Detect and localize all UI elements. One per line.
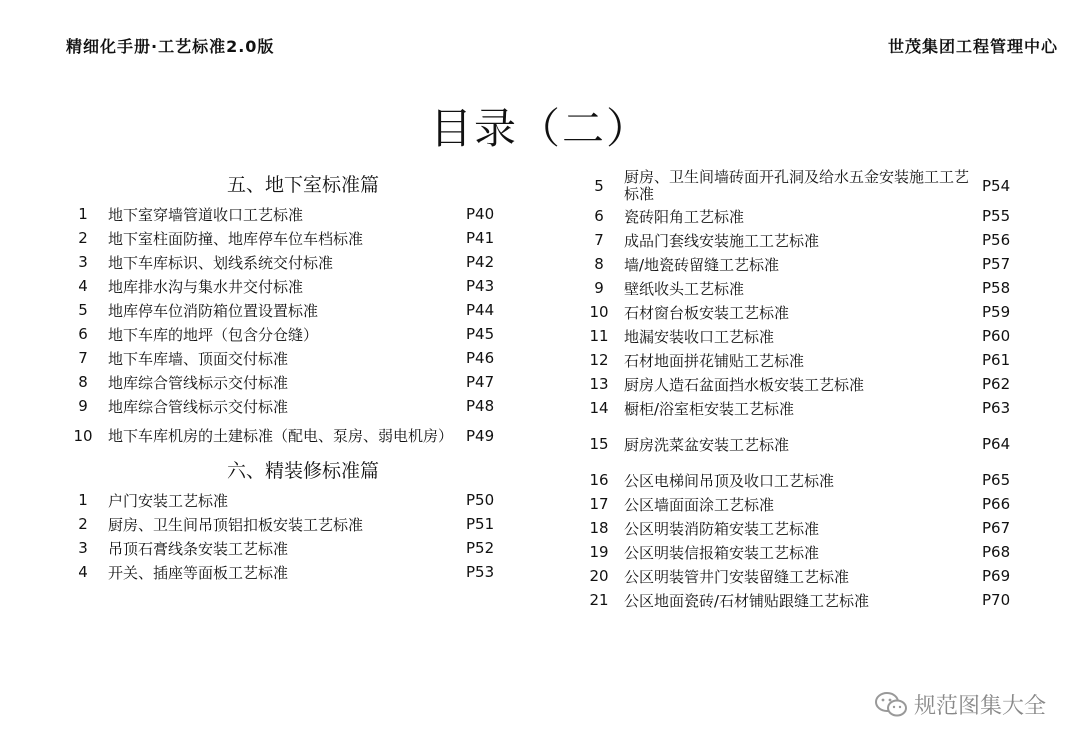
- toc-number: 2: [78, 515, 88, 533]
- toc-page: P42: [466, 253, 495, 271]
- toc-title: 地下车库墙、顶面交付标准: [108, 349, 289, 368]
- toc-number: 13: [589, 375, 609, 393]
- toc-title: 瓷砖阳角工艺标准: [624, 207, 745, 226]
- toc-number: 14: [589, 399, 609, 417]
- toc-number: 2: [78, 229, 88, 247]
- toc-row[interactable]: [68, 250, 508, 274]
- toc-title: 地漏安装收口工艺标准: [624, 327, 775, 346]
- toc-number: 9: [78, 397, 88, 415]
- toc-number: 7: [594, 231, 604, 249]
- toc-page: P51: [466, 515, 495, 533]
- toc-page: P60: [982, 327, 1011, 345]
- toc-row[interactable]: [68, 226, 508, 250]
- toc-number: 1: [78, 491, 88, 509]
- toc-row[interactable]: [584, 564, 1024, 588]
- toc-page: P63: [982, 399, 1011, 417]
- toc-number: 5: [594, 176, 604, 195]
- toc-page: P55: [982, 207, 1011, 225]
- toc-title: 壁纸收头工艺标准: [624, 279, 745, 298]
- toc-title: 公区明装消防箱安装工艺标准: [624, 519, 820, 538]
- toc-page: P54: [982, 176, 1011, 195]
- toc-row[interactable]: [584, 300, 1024, 324]
- toc-page: P65: [982, 471, 1011, 489]
- toc-left-column: [68, 168, 508, 584]
- toc-title: 墙/地瓷砖留缝工艺标准: [624, 255, 780, 274]
- toc-page: P48: [466, 397, 495, 415]
- toc-row[interactable]: [68, 274, 508, 298]
- toc-page: P56: [982, 231, 1011, 249]
- toc-row[interactable]: [68, 560, 508, 584]
- toc-title: 地下室柱面防撞、地库停车位车档标准: [108, 229, 364, 248]
- watermark-text: 规范图集大全: [913, 694, 1046, 719]
- toc-number: 5: [78, 301, 88, 319]
- toc-page: P57: [982, 255, 1011, 273]
- toc-row[interactable]: [584, 168, 1024, 204]
- toc-row[interactable]: [584, 420, 1024, 468]
- toc-page: P43: [466, 277, 495, 295]
- toc-page: P61: [982, 351, 1011, 369]
- toc-number: 10: [73, 426, 93, 445]
- toc-page: P67: [982, 519, 1011, 537]
- watermark: [874, 689, 1046, 720]
- toc-page: P58: [982, 279, 1011, 297]
- toc-row[interactable]: [584, 348, 1024, 372]
- toc-title: 户门安装工艺标准: [108, 491, 229, 510]
- toc-title: 开关、插座等面板工艺标准: [108, 563, 289, 582]
- toc-page: P69: [982, 567, 1011, 585]
- toc-title: 地库排水沟与集水井交付标准: [108, 277, 304, 296]
- toc-title: 橱柜/浴室柜安装工艺标准: [624, 399, 795, 418]
- toc-page: P66: [982, 495, 1011, 513]
- toc-title: 地下室穿墙管道收口工艺标准: [108, 205, 304, 224]
- toc-page: P49: [466, 426, 495, 445]
- toc-number: 8: [594, 255, 604, 273]
- toc-number: 3: [78, 253, 88, 271]
- toc-page: P53: [466, 563, 495, 581]
- toc-number: 6: [594, 207, 604, 225]
- toc-row[interactable]: [584, 324, 1024, 348]
- toc-title: 公区明装信报箱安装工艺标准: [624, 543, 820, 562]
- toc-number: 1: [78, 205, 88, 223]
- toc-title: 吊顶石膏线条安装工艺标准: [108, 539, 289, 558]
- toc-page: P64: [982, 435, 1011, 453]
- toc-row[interactable]: [584, 468, 1024, 492]
- toc-title: 地库综合管线标示交付标准: [108, 397, 289, 416]
- toc-page: P62: [982, 375, 1011, 393]
- toc-row[interactable]: [68, 418, 508, 454]
- toc-title: 公区墙面面涂工艺标准: [624, 495, 775, 514]
- toc-page: P70: [982, 591, 1011, 609]
- toc-title: 地库停车位消防箱位置设置标准: [108, 301, 319, 320]
- toc-title: 公区电梯间吊顶及收口工艺标准: [624, 471, 835, 490]
- toc-row[interactable]: [584, 228, 1024, 252]
- toc-row[interactable]: [584, 204, 1024, 228]
- toc-row[interactable]: [584, 588, 1024, 612]
- toc-title: 厨房、卫生间墙砖面开孔洞及给水五金安装施工工艺标准: [624, 168, 970, 203]
- toc-number: 19: [589, 543, 609, 561]
- header-manual-title: 精细化手册·工艺标准2.0版: [66, 37, 275, 56]
- toc-title: 地下车库的地坪（包含分仓缝）: [108, 325, 319, 344]
- toc-page: P50: [466, 491, 495, 509]
- wechat-icon: [874, 691, 908, 719]
- toc-row[interactable]: [68, 512, 508, 536]
- toc-row[interactable]: [584, 372, 1024, 396]
- toc-number: 8: [78, 373, 88, 391]
- toc-row[interactable]: [584, 516, 1024, 540]
- toc-number: 16: [589, 471, 609, 489]
- toc-number: 12: [589, 351, 609, 369]
- toc-page: P68: [982, 543, 1011, 561]
- page-title: 目录（二）: [429, 104, 650, 153]
- toc-number: 11: [589, 327, 609, 345]
- toc-title: 厨房人造石盆面挡水板安装工艺标准: [624, 375, 865, 394]
- toc-number: 7: [78, 349, 88, 367]
- toc-title: 厨房洗菜盆安装工艺标准: [624, 435, 790, 454]
- toc-title: 公区明装管井门安装留缝工艺标准: [624, 567, 850, 586]
- header-organization: 世茂集团工程管理中心: [887, 37, 1058, 56]
- toc-number: 20: [589, 567, 609, 585]
- toc-number: 17: [589, 495, 609, 513]
- toc-title: 地下车库标识、划线系统交付标准: [108, 253, 334, 272]
- toc-row[interactable]: [68, 394, 508, 418]
- toc-title: 地下车库机房的土建标准（配电、泵房、弱电机房）: [108, 426, 454, 445]
- toc-row[interactable]: [68, 488, 508, 512]
- toc-number: 15: [589, 435, 609, 453]
- toc-row[interactable]: [68, 346, 508, 370]
- toc-row[interactable]: [584, 252, 1024, 276]
- toc-number: 18: [589, 519, 609, 537]
- toc-page: P52: [466, 539, 495, 557]
- toc-row[interactable]: [584, 396, 1024, 420]
- toc-page: P45: [466, 325, 495, 343]
- toc-page: P46: [466, 349, 495, 367]
- toc-row[interactable]: [584, 540, 1024, 564]
- toc-page: P44: [466, 301, 495, 319]
- toc-number: 6: [78, 325, 88, 343]
- section-heading-fitout: 六、精装修标准篇: [226, 460, 379, 482]
- toc-number: 9: [594, 279, 604, 297]
- toc-row[interactable]: [68, 370, 508, 394]
- toc-number: 21: [589, 591, 609, 609]
- toc-title: 地库综合管线标示交付标准: [108, 373, 289, 392]
- toc-page: P47: [466, 373, 495, 391]
- toc-title: 石材窗台板安装工艺标准: [624, 303, 790, 322]
- toc-row[interactable]: [68, 202, 508, 226]
- toc-page: P40: [466, 205, 495, 223]
- toc-row[interactable]: [68, 536, 508, 560]
- toc-title: 公区地面瓷砖/石材铺贴跟缝工艺标准: [624, 591, 870, 610]
- toc-title: 厨房、卫生间吊顶铝扣板安装工艺标准: [108, 515, 364, 534]
- toc-number: 3: [78, 539, 88, 557]
- toc-row[interactable]: [584, 276, 1024, 300]
- toc-right-column: [584, 168, 1024, 612]
- toc-number: 10: [589, 303, 609, 321]
- toc-page: P41: [466, 229, 495, 247]
- toc-row[interactable]: [68, 298, 508, 322]
- toc-row[interactable]: [68, 322, 508, 346]
- toc-number: 4: [78, 563, 88, 581]
- toc-row[interactable]: [584, 492, 1024, 516]
- section-heading-basement: 五、地下室标准篇: [226, 174, 379, 196]
- toc-title: 石材地面拼花铺贴工艺标准: [624, 351, 805, 370]
- toc-number: 4: [78, 277, 88, 295]
- toc-title: 成品门套线安装施工工艺标准: [624, 231, 820, 250]
- toc-page: P59: [982, 303, 1011, 321]
